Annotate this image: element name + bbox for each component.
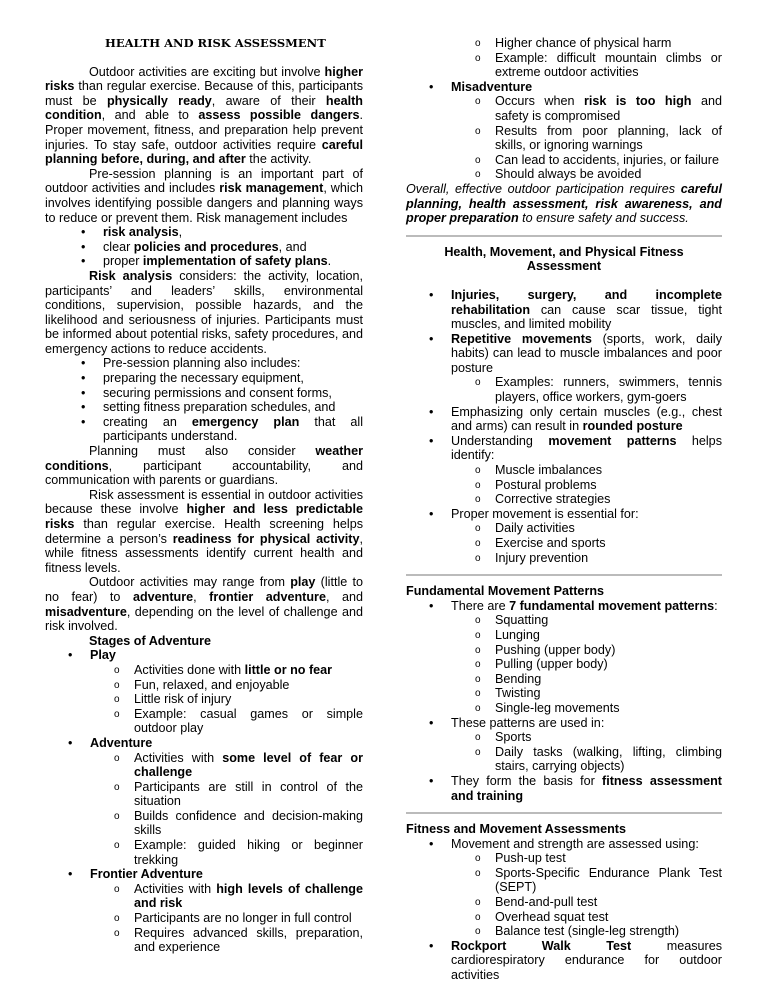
list-item-text <box>103 400 335 414</box>
text-run: Play <box>90 648 116 663</box>
text-run: Can lead to accidents, injuries, or failure <box>495 152 720 167</box>
text-run: Push-up test <box>495 851 566 866</box>
intro-paragraph <box>45 65 363 167</box>
sub-list-item <box>134 926 363 955</box>
text-run: Movement and strength are assessed using: <box>451 836 699 851</box>
sub-list-item <box>495 167 722 182</box>
text-run: little or no fear <box>244 662 333 677</box>
text-run: . <box>327 254 332 269</box>
sub-list-item <box>495 628 722 643</box>
text-run: Risk analysis <box>89 268 173 283</box>
text-run: risk is too high <box>583 94 692 109</box>
list-item-text <box>103 225 182 239</box>
list-item-text <box>90 736 152 750</box>
text-run: higher risks <box>45 64 363 94</box>
text-run: Examples: runners, swimmers, tennis players, office workers, gym-goers <box>495 375 722 405</box>
list-item <box>90 736 363 867</box>
text-run: , <box>193 589 210 604</box>
sub-list-item <box>495 686 722 701</box>
list-item-text <box>90 867 203 881</box>
text-run: Exercise and sports <box>495 536 606 550</box>
sub-list-item <box>495 745 722 774</box>
list-item-text <box>451 939 722 982</box>
text-run: Participants are no longer in full control <box>134 911 352 926</box>
list-item <box>451 599 722 716</box>
list-item <box>90 648 363 736</box>
text-run: than regular exercise. Health screening helps determine a person’s <box>45 517 363 546</box>
list-item-text <box>451 405 722 434</box>
list-item <box>451 507 722 565</box>
sub-list-item <box>495 51 722 80</box>
list-item <box>451 716 722 774</box>
text-run: to ensure safety and success. <box>518 211 689 226</box>
list-item-text <box>103 240 307 254</box>
text-run: careful planning, health assessment, risk awareness, and proper preparation <box>406 181 722 226</box>
text-run: Pre-session planning is an important part of outdoor activities and includes <box>45 166 363 196</box>
text-run: They form the basis for <box>451 773 603 788</box>
text-run: risk management <box>219 181 324 196</box>
left-column <box>45 36 363 955</box>
sub-list <box>90 882 363 955</box>
text-run: Fun, relaxed, and enjoyable <box>134 677 290 692</box>
sub-list-item <box>134 838 363 867</box>
text-run: , and <box>325 589 363 604</box>
pre-session-paragraph <box>45 167 363 225</box>
text-run: There are <box>451 598 510 613</box>
sub-list-item <box>495 124 722 153</box>
text-run: clear <box>103 239 134 254</box>
list-item-text <box>451 716 604 730</box>
list-item-text <box>451 332 722 375</box>
text-run: Daily activities <box>495 521 575 536</box>
text-run: Example: difficult mountain climbs or extreme outdoor activities <box>495 50 722 80</box>
text-run: readiness for physical activity <box>172 531 360 546</box>
sub-list <box>451 463 722 507</box>
list-item <box>103 225 363 240</box>
pre-session-list <box>45 356 363 444</box>
text-run: Higher chance of physical harm <box>495 36 672 50</box>
text-run: measures cardiorespiratory endurance for outdoor activities <box>451 938 722 983</box>
sub-list-item <box>134 692 363 707</box>
text-run: Builds confidence and decision-making skills <box>134 808 363 838</box>
sub-list-item <box>495 643 722 658</box>
text-run: can cause scar tissue, tight muscles, and limited mobility <box>451 302 722 332</box>
text-run: Results from poor planning, lack of skills, or ignoring warnings <box>495 123 722 153</box>
text-run: securing permissions and consent forms, <box>103 385 332 400</box>
text-run: Activities done with <box>134 662 245 677</box>
text-run: policies and procedures <box>133 239 279 254</box>
text-run: proper <box>103 254 143 269</box>
text-run: fitness assessment and training <box>451 773 722 803</box>
text-run: Balance test (single-leg strength) <box>495 924 680 939</box>
list-item-text <box>103 386 332 400</box>
text-run: Activities with <box>134 750 223 765</box>
text-run: Understanding <box>451 433 549 448</box>
sub-list-item <box>134 882 363 911</box>
text-run: misadventure <box>45 604 127 619</box>
list-item <box>103 240 363 255</box>
sub-list-item <box>495 910 722 925</box>
risk-analysis-paragraph <box>45 269 363 357</box>
text-run: weather conditions <box>45 444 363 473</box>
sub-list-item <box>495 613 722 628</box>
sub-list-item <box>495 36 722 51</box>
text-run: Pushing (upper body) <box>495 642 616 657</box>
text-run: adventure <box>132 589 194 604</box>
text-run: , which involves identifying possible dangers and planning ways to reduce or prevent them. Risk management includes <box>45 181 364 225</box>
sub-list-item <box>495 866 722 895</box>
text-run: Little risk of injury <box>134 692 232 707</box>
frontier-continued <box>406 36 722 80</box>
list-item-text <box>451 434 722 463</box>
list-item-text <box>103 356 300 370</box>
list-item-text <box>451 80 532 94</box>
list-item-text <box>103 254 331 268</box>
list-item <box>451 434 722 507</box>
sub-list <box>451 730 722 774</box>
list-item <box>103 356 363 371</box>
text-run: Pulling (upper body) <box>495 657 608 672</box>
text-run: Misadventure <box>451 79 533 94</box>
text-run: Activities with <box>134 881 217 896</box>
text-run: Rockport Walk Test <box>451 938 632 953</box>
text-run: than regular exercise. Because of this, participants must be <box>45 79 363 108</box>
text-run: assess possible dangers <box>198 108 360 123</box>
assessments-list <box>406 837 722 983</box>
text-run: Daily tasks (walking, lifting, climbing stairs, carrying objects) <box>495 744 722 774</box>
text-run: (sports, work, daily habits) can lead to muscle imbalances and poor posture <box>451 331 722 375</box>
adventure-range-paragraph <box>45 575 363 633</box>
text-run: play <box>290 575 316 590</box>
text-run: Muscle imbalances <box>495 463 603 478</box>
text-run: creating an <box>103 414 192 429</box>
stages-list <box>45 648 363 954</box>
text-run: , and able to <box>101 108 199 123</box>
list-item <box>103 386 363 401</box>
list-item <box>451 332 722 405</box>
text-run: . Proper movement, fitness, and preparation help prevent injuries. To stay safe, outdoor activities require <box>45 108 363 152</box>
sub-list-item <box>495 551 722 566</box>
sub-list <box>451 521 722 565</box>
text-run: Repetitive movements <box>451 331 592 346</box>
text-run: and safety is compromised <box>495 94 722 123</box>
text-run: movement patterns <box>548 433 677 448</box>
text-run: Occurs when <box>495 94 584 109</box>
text-run: Requires advanced skills, preparation, and experience <box>134 925 363 955</box>
text-run: the activity. <box>245 152 312 167</box>
list-item <box>90 867 363 955</box>
text-run: Proper movement is essential for: <box>451 506 639 521</box>
fundamental-patterns-list <box>406 599 722 803</box>
text-run: Postural problems <box>495 477 597 492</box>
sub-list-item <box>495 492 722 507</box>
section-heading-fundamental: Fundamental Movement Patterns <box>406 584 605 599</box>
sub-list-item <box>134 751 363 780</box>
text-run: that all participants understand. <box>103 414 364 444</box>
list-item <box>451 774 722 803</box>
sub-list-item <box>134 780 363 809</box>
text-run: frontier adventure <box>209 589 326 604</box>
text-run: emergency plan <box>191 414 300 429</box>
weather-paragraph <box>45 444 363 488</box>
text-run: (little to no fear) to <box>45 575 364 604</box>
sub-list-item <box>134 663 363 678</box>
list-item-text <box>451 507 639 521</box>
divider <box>406 812 722 814</box>
text-run: helps identify: <box>451 433 722 463</box>
text-run: Corrective strategies <box>495 492 611 507</box>
text-run: Should always be avoided <box>495 167 642 182</box>
text-run: Single-leg movements <box>495 700 620 715</box>
text-run: Example: casual games or simple outdoor play <box>134 706 363 736</box>
text-run: some level of fear or challenge <box>134 750 363 780</box>
text-run: setting fitness preparation schedules, and <box>103 400 336 415</box>
text-run: Outdoor activities are exciting but involve <box>89 64 325 79</box>
text-run: , <box>178 225 183 240</box>
text-run: implementation of safety plans <box>142 254 328 269</box>
sub-list <box>451 375 722 404</box>
list-item <box>103 415 363 444</box>
sub-list-item <box>495 478 722 493</box>
sub-list-item <box>495 153 722 168</box>
text-run: , while fitness assessments identify current health and fitness levels. <box>45 531 363 575</box>
sub-list-item <box>495 895 722 910</box>
right-column <box>406 36 722 983</box>
list-item <box>103 400 363 415</box>
list-item <box>451 837 722 939</box>
list-item-text <box>451 774 722 803</box>
sub-list-item <box>495 851 722 866</box>
text-run: Sports-Specific Endurance Plank Test (SEPT) <box>495 865 722 895</box>
sub-list-item <box>495 375 722 404</box>
frontier-sub-list <box>451 36 722 80</box>
summary-paragraph <box>406 182 722 226</box>
risk-management-list <box>45 225 363 269</box>
sub-list-item <box>495 730 722 745</box>
health-movement-list <box>406 288 722 565</box>
text-run: high levels of challenge and risk <box>134 881 363 911</box>
list-item <box>451 80 722 182</box>
divider <box>406 574 722 576</box>
text-run: Frontier Adventure <box>90 867 203 882</box>
text-run: , depending on the level of challenge and risk involved. <box>45 604 363 634</box>
list-item <box>451 288 722 332</box>
sub-list-item <box>495 657 722 672</box>
sub-list-item <box>134 707 363 736</box>
text-run: Example: guided hiking or beginner trekking <box>134 838 363 867</box>
divider <box>406 235 722 237</box>
text-run: : <box>714 598 718 613</box>
text-run: Risk assessment is essential in outdoor activities because these involve <box>45 487 363 517</box>
text-run: These patterns are used in: <box>451 715 605 730</box>
list-item <box>103 254 363 269</box>
list-item-text <box>103 371 304 385</box>
text-run: 7 fundamental movement patterns <box>509 598 715 613</box>
text-run: Lunging <box>495 627 540 642</box>
list-item-text <box>451 599 718 613</box>
sub-list-item <box>495 521 722 536</box>
list-item <box>103 371 363 386</box>
text-run: Squatting <box>495 613 549 628</box>
sub-list-item <box>134 809 363 838</box>
text-run: , and <box>278 239 307 254</box>
sub-list <box>90 751 363 868</box>
text-run: careful planning before, during, and after <box>45 137 363 167</box>
text-run: Participants are still in control of the situation <box>134 779 363 809</box>
sub-list <box>451 94 722 182</box>
sub-list <box>451 613 722 715</box>
list-item-text <box>451 288 722 331</box>
list-item-text <box>451 837 699 851</box>
text-run: Outdoor activities may range from <box>89 575 291 590</box>
text-run: Bending <box>495 671 542 686</box>
text-run: health condition <box>45 93 363 123</box>
sub-list <box>451 851 722 939</box>
text-run: Pre-session planning also includes: <box>103 356 301 371</box>
sub-list-item <box>495 94 722 123</box>
list-item-text <box>90 648 116 662</box>
text-run: risk analysis <box>103 225 179 240</box>
sub-list-item <box>134 678 363 693</box>
text-run: Adventure <box>90 735 153 750</box>
text-run: Sports <box>495 730 532 745</box>
text-run: , participant accountability, and communication with parents or guardians. <box>45 458 363 488</box>
section-heading-health: Health, Movement, and Physical Fitness Assessment <box>444 244 684 274</box>
text-run: Injury prevention <box>495 550 589 565</box>
text-run: rounded posture <box>582 419 683 434</box>
text-run: physically ready <box>106 93 212 108</box>
sub-list-item <box>495 536 722 551</box>
text-run: Twisting <box>495 686 541 701</box>
text-run: higher and less predictable risks <box>45 502 363 531</box>
sub-list <box>90 663 363 736</box>
text-run: Bend-and-pull test <box>495 895 598 910</box>
sub-list-item <box>134 911 363 926</box>
text-run: Overall, effective outdoor participation requires <box>406 181 681 196</box>
text-run: Overhead squat test <box>495 909 609 924</box>
stages-heading: Stages of Adventure <box>89 633 211 648</box>
list-item <box>451 405 722 434</box>
text-run: Injuries, surgery, and incomplete rehabilitation <box>451 287 722 317</box>
sub-list-item <box>495 672 722 687</box>
text-run: preparing the necessary equipment, <box>103 371 304 386</box>
list-item <box>451 36 722 80</box>
section-heading-assessments: Fitness and Movement Assessments <box>406 822 626 837</box>
list-item <box>451 939 722 983</box>
sub-list-item <box>495 701 722 716</box>
text-run: Planning must also consider <box>89 444 316 459</box>
risk-assessment-paragraph <box>45 488 363 576</box>
text-run: considers: the activity, location, participants’ and leaders’ skills, environmental conditions, supervision, possible hazards, and the likelihood and seriousness of injuries. Participants must be informed about potential risks, safety procedures, and emergency actions to reduce accidents. <box>45 268 364 356</box>
sub-list-item <box>495 463 722 478</box>
list-item-text <box>103 415 363 444</box>
text-run: Emphasizing only certain muscles (e.g., chest and arms) can result in <box>451 404 722 434</box>
text-run: , aware of their <box>211 93 326 108</box>
page-title: HEALTH AND RISK ASSESSMENT <box>105 36 326 50</box>
misadventure-list <box>406 80 722 182</box>
sub-list-item <box>495 924 722 939</box>
